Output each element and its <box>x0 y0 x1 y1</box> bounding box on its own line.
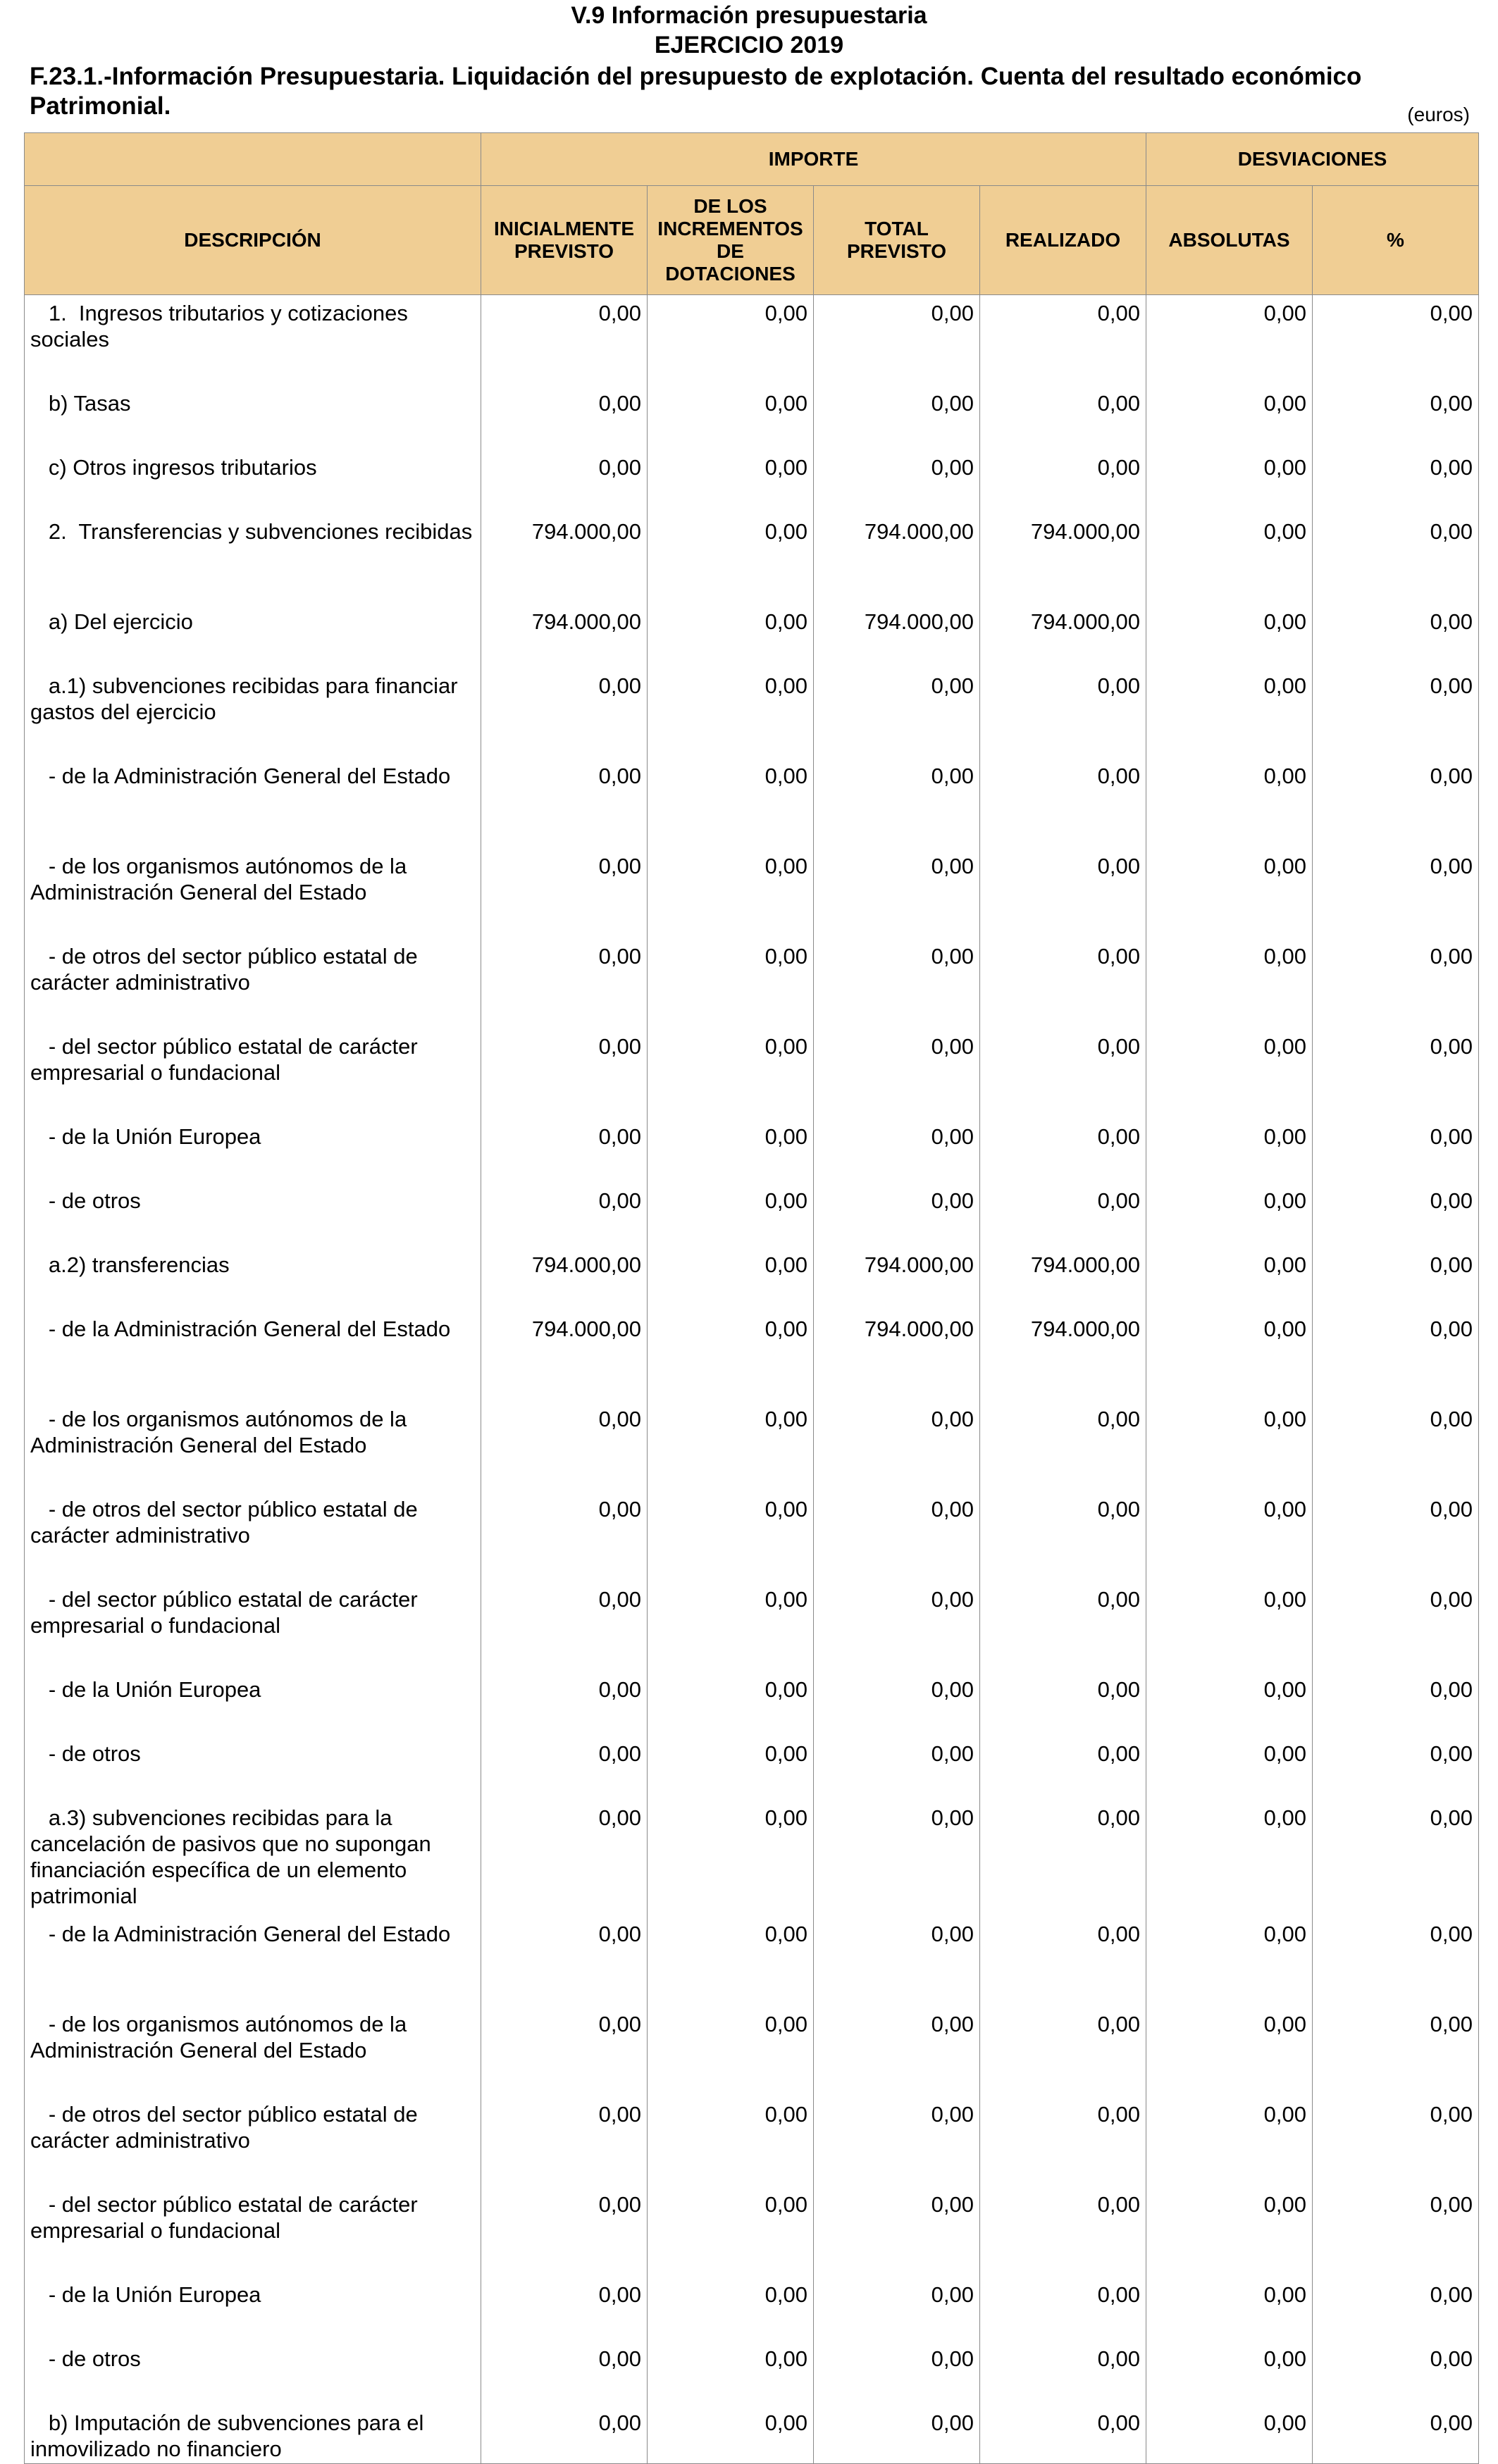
cell-total-previsto: 794.000,00 <box>814 604 980 668</box>
cell-inicialmente-previsto: 0,00 <box>481 668 648 758</box>
table-row <box>25 2006 1479 2096</box>
cell-total-previsto: 0,00 <box>814 1916 980 2006</box>
cell-inicialmente-previsto: 0,00 <box>481 1736 648 1800</box>
cell-incrementos: 0,00 <box>648 2096 814 2186</box>
cell-total-previsto: 0,00 <box>814 2006 980 2096</box>
cell-porcentaje: 0,00 <box>1313 1119 1479 1183</box>
cell-realizado: 0,00 <box>980 1491 1146 1581</box>
cell-total-previsto: 0,00 <box>814 2277 980 2341</box>
cell-realizado: 0,00 <box>980 1800 1146 1916</box>
cell-absolutas: 0,00 <box>1146 668 1313 758</box>
cell-porcentaje: 0,00 <box>1313 2006 1479 2096</box>
table-row <box>25 1401 1479 1491</box>
cell-inicialmente-previsto: 794.000,00 <box>481 1311 648 1401</box>
cell-incrementos: 0,00 <box>648 1491 814 1581</box>
header-blank <box>25 133 481 186</box>
row-description: - de la Unión Europea <box>25 1672 481 1736</box>
cell-absolutas: 0,00 <box>1146 758 1313 848</box>
row-description: b) Tasas <box>25 385 481 449</box>
cell-inicialmente-previsto: 0,00 <box>481 758 648 848</box>
cell-inicialmente-previsto: 0,00 <box>481 2006 648 2096</box>
cell-inicialmente-previsto: 0,00 <box>481 2405 648 2464</box>
cell-porcentaje: 0,00 <box>1313 2186 1479 2277</box>
cell-absolutas: 0,00 <box>1146 2405 1313 2464</box>
cell-incrementos: 0,00 <box>648 1183 814 1247</box>
row-description: - de otros <box>25 1183 481 1247</box>
row-description: - de la Administración General del Estado <box>25 1916 481 2006</box>
cell-total-previsto: 794.000,00 <box>814 514 980 604</box>
cell-absolutas: 0,00 <box>1146 295 1313 386</box>
row-description: a.1) subvenciones recibidas para financiar gastos del ejercicio <box>25 668 481 758</box>
cell-inicialmente-previsto: 794.000,00 <box>481 514 648 604</box>
row-description: - de otros del sector público estatal de carácter administrativo <box>25 2096 481 2186</box>
row-description: a) Del ejercicio <box>25 604 481 668</box>
cell-total-previsto: 0,00 <box>814 758 980 848</box>
cell-realizado: 0,00 <box>980 668 1146 758</box>
cell-incrementos: 0,00 <box>648 514 814 604</box>
cell-absolutas: 0,00 <box>1146 2341 1313 2405</box>
table-row <box>25 2341 1479 2405</box>
cell-absolutas: 0,00 <box>1146 2006 1313 2096</box>
cell-porcentaje: 0,00 <box>1313 848 1479 938</box>
table-row <box>25 604 1479 668</box>
row-description: - de la Administración General del Estado <box>25 758 481 848</box>
cell-total-previsto: 0,00 <box>814 1800 980 1916</box>
cell-porcentaje: 0,00 <box>1313 2277 1479 2341</box>
cell-inicialmente-previsto: 0,00 <box>481 1672 648 1736</box>
cell-incrementos: 0,00 <box>648 1800 814 1916</box>
row-description: a.2) transferencias <box>25 1247 481 1311</box>
cell-incrementos: 0,00 <box>648 758 814 848</box>
row-description: - de otros del sector público estatal de carácter administrativo <box>25 938 481 1028</box>
cell-incrementos: 0,00 <box>648 848 814 938</box>
table-row <box>25 2277 1479 2341</box>
cell-absolutas: 0,00 <box>1146 1800 1313 1916</box>
cell-porcentaje: 0,00 <box>1313 2096 1479 2186</box>
cell-realizado: 0,00 <box>980 2405 1146 2464</box>
cell-incrementos: 0,00 <box>648 1311 814 1401</box>
table-row <box>25 1581 1479 1672</box>
cell-realizado: 0,00 <box>980 1183 1146 1247</box>
cell-inicialmente-previsto: 0,00 <box>481 1800 648 1916</box>
table-row <box>25 2405 1479 2464</box>
cell-realizado: 0,00 <box>980 2277 1146 2341</box>
cell-inicialmente-previsto: 0,00 <box>481 2186 648 2277</box>
cell-porcentaje: 0,00 <box>1313 1028 1479 1119</box>
cell-total-previsto: 0,00 <box>814 668 980 758</box>
cell-porcentaje: 0,00 <box>1313 758 1479 848</box>
cell-incrementos: 0,00 <box>648 1672 814 1736</box>
cell-porcentaje: 0,00 <box>1313 1581 1479 1672</box>
cell-incrementos: 0,00 <box>648 2277 814 2341</box>
cell-realizado: 0,00 <box>980 1401 1146 1491</box>
cell-inicialmente-previsto: 0,00 <box>481 1028 648 1119</box>
cell-porcentaje: 0,00 <box>1313 1247 1479 1311</box>
table-row <box>25 514 1479 604</box>
header-realizado: REALIZADO <box>980 186 1146 295</box>
row-description: - de otros del sector público estatal de carácter administrativo <box>25 1491 481 1581</box>
cell-absolutas: 0,00 <box>1146 1672 1313 1736</box>
year-title: EJERCICIO 2019 <box>654 32 844 58</box>
cell-absolutas: 0,00 <box>1146 1311 1313 1401</box>
cell-incrementos: 0,00 <box>648 1028 814 1119</box>
row-description: - de la Administración General del Estado <box>25 1311 481 1401</box>
cell-realizado: 0,00 <box>980 758 1146 848</box>
cell-incrementos: 0,00 <box>648 938 814 1028</box>
cell-realizado: 0,00 <box>980 1581 1146 1672</box>
cell-absolutas: 0,00 <box>1146 514 1313 604</box>
cell-porcentaje: 0,00 <box>1313 604 1479 668</box>
cell-porcentaje: 0,00 <box>1313 668 1479 758</box>
cell-porcentaje: 0,00 <box>1313 1672 1479 1736</box>
cell-realizado: 0,00 <box>980 2006 1146 2096</box>
header-total-previsto: TOTAL PREVISTO <box>814 186 980 295</box>
cell-inicialmente-previsto: 0,00 <box>481 2341 648 2405</box>
cell-inicialmente-previsto: 0,00 <box>481 449 648 514</box>
cell-total-previsto: 0,00 <box>814 1491 980 1581</box>
cell-porcentaje: 0,00 <box>1313 1800 1479 1916</box>
cell-incrementos: 0,00 <box>648 668 814 758</box>
cell-total-previsto: 0,00 <box>814 1119 980 1183</box>
cell-realizado: 0,00 <box>980 848 1146 938</box>
cell-incrementos: 0,00 <box>648 2341 814 2405</box>
cell-realizado: 0,00 <box>980 2186 1146 2277</box>
row-description: - de otros <box>25 2341 481 2405</box>
cell-porcentaje: 0,00 <box>1313 1311 1479 1401</box>
table-row <box>25 2096 1479 2186</box>
cell-realizado: 0,00 <box>980 2096 1146 2186</box>
section-title: V.9 Información presupuestaria <box>571 2 927 29</box>
cell-total-previsto: 0,00 <box>814 1672 980 1736</box>
cell-total-previsto: 0,00 <box>814 2405 980 2464</box>
cell-absolutas: 0,00 <box>1146 848 1313 938</box>
cell-absolutas: 0,00 <box>1146 1119 1313 1183</box>
cell-total-previsto: 0,00 <box>814 449 980 514</box>
cell-absolutas: 0,00 <box>1146 1401 1313 1491</box>
cell-realizado: 0,00 <box>980 2341 1146 2405</box>
table-row <box>25 1119 1479 1183</box>
cell-porcentaje: 0,00 <box>1313 449 1479 514</box>
header-descripcion: DESCRIPCIÓN <box>25 186 481 295</box>
budget-table <box>24 132 1479 2464</box>
cell-absolutas: 0,00 <box>1146 1028 1313 1119</box>
cell-absolutas: 0,00 <box>1146 1491 1313 1581</box>
table-row <box>25 1491 1479 1581</box>
row-description: - del sector público estatal de carácter empresarial o fundacional <box>25 1581 481 1672</box>
cell-porcentaje: 0,00 <box>1313 2405 1479 2464</box>
cell-total-previsto: 0,00 <box>814 1028 980 1119</box>
cell-realizado: 0,00 <box>980 449 1146 514</box>
cell-inicialmente-previsto: 0,00 <box>481 2096 648 2186</box>
cell-incrementos: 0,00 <box>648 2186 814 2277</box>
cell-porcentaje: 0,00 <box>1313 385 1479 449</box>
row-description: - de los organismos autónomos de la Administración General del Estado <box>25 2006 481 2096</box>
row-description: c) Otros ingresos tributarios <box>25 449 481 514</box>
cell-porcentaje: 0,00 <box>1313 938 1479 1028</box>
cell-absolutas: 0,00 <box>1146 2277 1313 2341</box>
cell-absolutas: 0,00 <box>1146 1247 1313 1311</box>
cell-inicialmente-previsto: 0,00 <box>481 1491 648 1581</box>
row-description: - de la Unión Europea <box>25 2277 481 2341</box>
cell-absolutas: 0,00 <box>1146 2186 1313 2277</box>
header-porcentaje: % <box>1313 186 1479 295</box>
cell-incrementos: 0,00 <box>648 385 814 449</box>
table-row <box>25 758 1479 848</box>
cell-inicialmente-previsto: 0,00 <box>481 2277 648 2341</box>
cell-inicialmente-previsto: 0,00 <box>481 1916 648 2006</box>
cell-total-previsto: 0,00 <box>814 938 980 1028</box>
row-description: - de los organismos autónomos de la Administración General del Estado <box>25 1401 481 1491</box>
cell-incrementos: 0,00 <box>648 449 814 514</box>
row-description: - de los organismos autónomos de la Administración General del Estado <box>25 848 481 938</box>
cell-porcentaje: 0,00 <box>1313 1401 1479 1491</box>
table-row <box>25 1311 1479 1401</box>
cell-realizado: 0,00 <box>980 385 1146 449</box>
table-row <box>25 1247 1479 1311</box>
cell-inicialmente-previsto: 0,00 <box>481 385 648 449</box>
table-row <box>25 1916 1479 2006</box>
cell-total-previsto: 0,00 <box>814 2341 980 2405</box>
report-subtitle: F.23.1.-Información Presupuestaria. Liquidación del presupuesto de explotación. Cuenta del resultado económico Patrimonial. <box>30 63 1362 120</box>
cell-inicialmente-previsto: 794.000,00 <box>481 1247 648 1311</box>
cell-inicialmente-previsto: 0,00 <box>481 938 648 1028</box>
table-row <box>25 449 1479 514</box>
table-row <box>25 1028 1479 1119</box>
cell-absolutas: 0,00 <box>1146 938 1313 1028</box>
cell-porcentaje: 0,00 <box>1313 2341 1479 2405</box>
cell-porcentaje: 0,00 <box>1313 1183 1479 1247</box>
table-row <box>25 668 1479 758</box>
cell-incrementos: 0,00 <box>648 1247 814 1311</box>
cell-absolutas: 0,00 <box>1146 1916 1313 2006</box>
cell-absolutas: 0,00 <box>1146 1736 1313 1800</box>
cell-inicialmente-previsto: 0,00 <box>481 1401 648 1491</box>
row-description: - de otros <box>25 1736 481 1800</box>
cell-incrementos: 0,00 <box>648 1581 814 1672</box>
cell-realizado: 0,00 <box>980 1736 1146 1800</box>
cell-total-previsto: 0,00 <box>814 1183 980 1247</box>
row-description: 2. Transferencias y subvenciones recibidas <box>25 514 481 604</box>
cell-realizado: 0,00 <box>980 295 1146 386</box>
table-row <box>25 1736 1479 1800</box>
row-description: a.3) subvenciones recibidas para la cancelación de pasivos que no supongan financiación específica de un elemento patrimonial <box>25 1800 481 1916</box>
cell-inicialmente-previsto: 0,00 <box>481 295 648 386</box>
cell-incrementos: 0,00 <box>648 1119 814 1183</box>
cell-total-previsto: 0,00 <box>814 848 980 938</box>
cell-realizado: 794.000,00 <box>980 514 1146 604</box>
cell-total-previsto: 0,00 <box>814 2186 980 2277</box>
row-description: - del sector público estatal de carácter empresarial o fundacional <box>25 1028 481 1119</box>
cell-porcentaje: 0,00 <box>1313 1491 1479 1581</box>
table-row <box>25 938 1479 1028</box>
cell-absolutas: 0,00 <box>1146 604 1313 668</box>
cell-total-previsto: 0,00 <box>814 1581 980 1672</box>
row-description: - del sector público estatal de carácter empresarial o fundacional <box>25 2186 481 2277</box>
table-row <box>25 1183 1479 1247</box>
cell-realizado: 0,00 <box>980 938 1146 1028</box>
table-row <box>25 1800 1479 1916</box>
cell-realizado: 0,00 <box>980 1916 1146 2006</box>
cell-inicialmente-previsto: 794.000,00 <box>481 604 648 668</box>
cell-total-previsto: 0,00 <box>814 1736 980 1800</box>
cell-total-previsto: 0,00 <box>814 295 980 386</box>
cell-total-previsto: 794.000,00 <box>814 1311 980 1401</box>
cell-realizado: 0,00 <box>980 1028 1146 1119</box>
cell-total-previsto: 0,00 <box>814 385 980 449</box>
units-label: (euros) <box>1407 104 1470 125</box>
header-inicialmente-previsto: INICIALMENTE PREVISTO <box>481 186 648 295</box>
cell-absolutas: 0,00 <box>1146 2096 1313 2186</box>
header-absolutas: ABSOLUTAS <box>1146 186 1313 295</box>
cell-absolutas: 0,00 <box>1146 1581 1313 1672</box>
cell-absolutas: 0,00 <box>1146 385 1313 449</box>
row-description: - de la Unión Europea <box>25 1119 481 1183</box>
cell-realizado: 794.000,00 <box>980 604 1146 668</box>
cell-incrementos: 0,00 <box>648 604 814 668</box>
cell-total-previsto: 0,00 <box>814 1401 980 1491</box>
cell-incrementos: 0,00 <box>648 295 814 386</box>
cell-inicialmente-previsto: 0,00 <box>481 1581 648 1672</box>
table-row <box>25 385 1479 449</box>
cell-total-previsto: 0,00 <box>814 2096 980 2186</box>
cell-porcentaje: 0,00 <box>1313 295 1479 386</box>
cell-porcentaje: 0,00 <box>1313 1916 1479 2006</box>
header-importe: IMPORTE <box>481 133 1146 186</box>
table-row <box>25 848 1479 938</box>
row-description: 1. Ingresos tributarios y cotizaciones sociales <box>25 295 481 386</box>
cell-incrementos: 0,00 <box>648 1736 814 1800</box>
header-desviaciones: DESVIACIONES <box>1146 133 1479 186</box>
cell-absolutas: 0,00 <box>1146 1183 1313 1247</box>
table-row <box>25 1672 1479 1736</box>
cell-inicialmente-previsto: 0,00 <box>481 1119 648 1183</box>
header-incrementos: DE LOS INCREMENTOS DE DOTACIONES <box>648 186 814 295</box>
cell-realizado: 0,00 <box>980 1119 1146 1183</box>
table-row <box>25 295 1479 386</box>
row-description: b) Imputación de subvenciones para el inmovilizado no financiero <box>25 2405 481 2464</box>
cell-realizado: 794.000,00 <box>980 1247 1146 1311</box>
cell-realizado: 0,00 <box>980 1672 1146 1736</box>
table-row <box>25 2186 1479 2277</box>
cell-realizado: 794.000,00 <box>980 1311 1146 1401</box>
cell-inicialmente-previsto: 0,00 <box>481 848 648 938</box>
cell-incrementos: 0,00 <box>648 2405 814 2464</box>
cell-absolutas: 0,00 <box>1146 449 1313 514</box>
cell-incrementos: 0,00 <box>648 1916 814 2006</box>
cell-inicialmente-previsto: 0,00 <box>481 1183 648 1247</box>
cell-incrementos: 0,00 <box>648 2006 814 2096</box>
cell-porcentaje: 0,00 <box>1313 1736 1479 1800</box>
cell-total-previsto: 794.000,00 <box>814 1247 980 1311</box>
cell-porcentaje: 0,00 <box>1313 514 1479 604</box>
cell-incrementos: 0,00 <box>648 1401 814 1491</box>
